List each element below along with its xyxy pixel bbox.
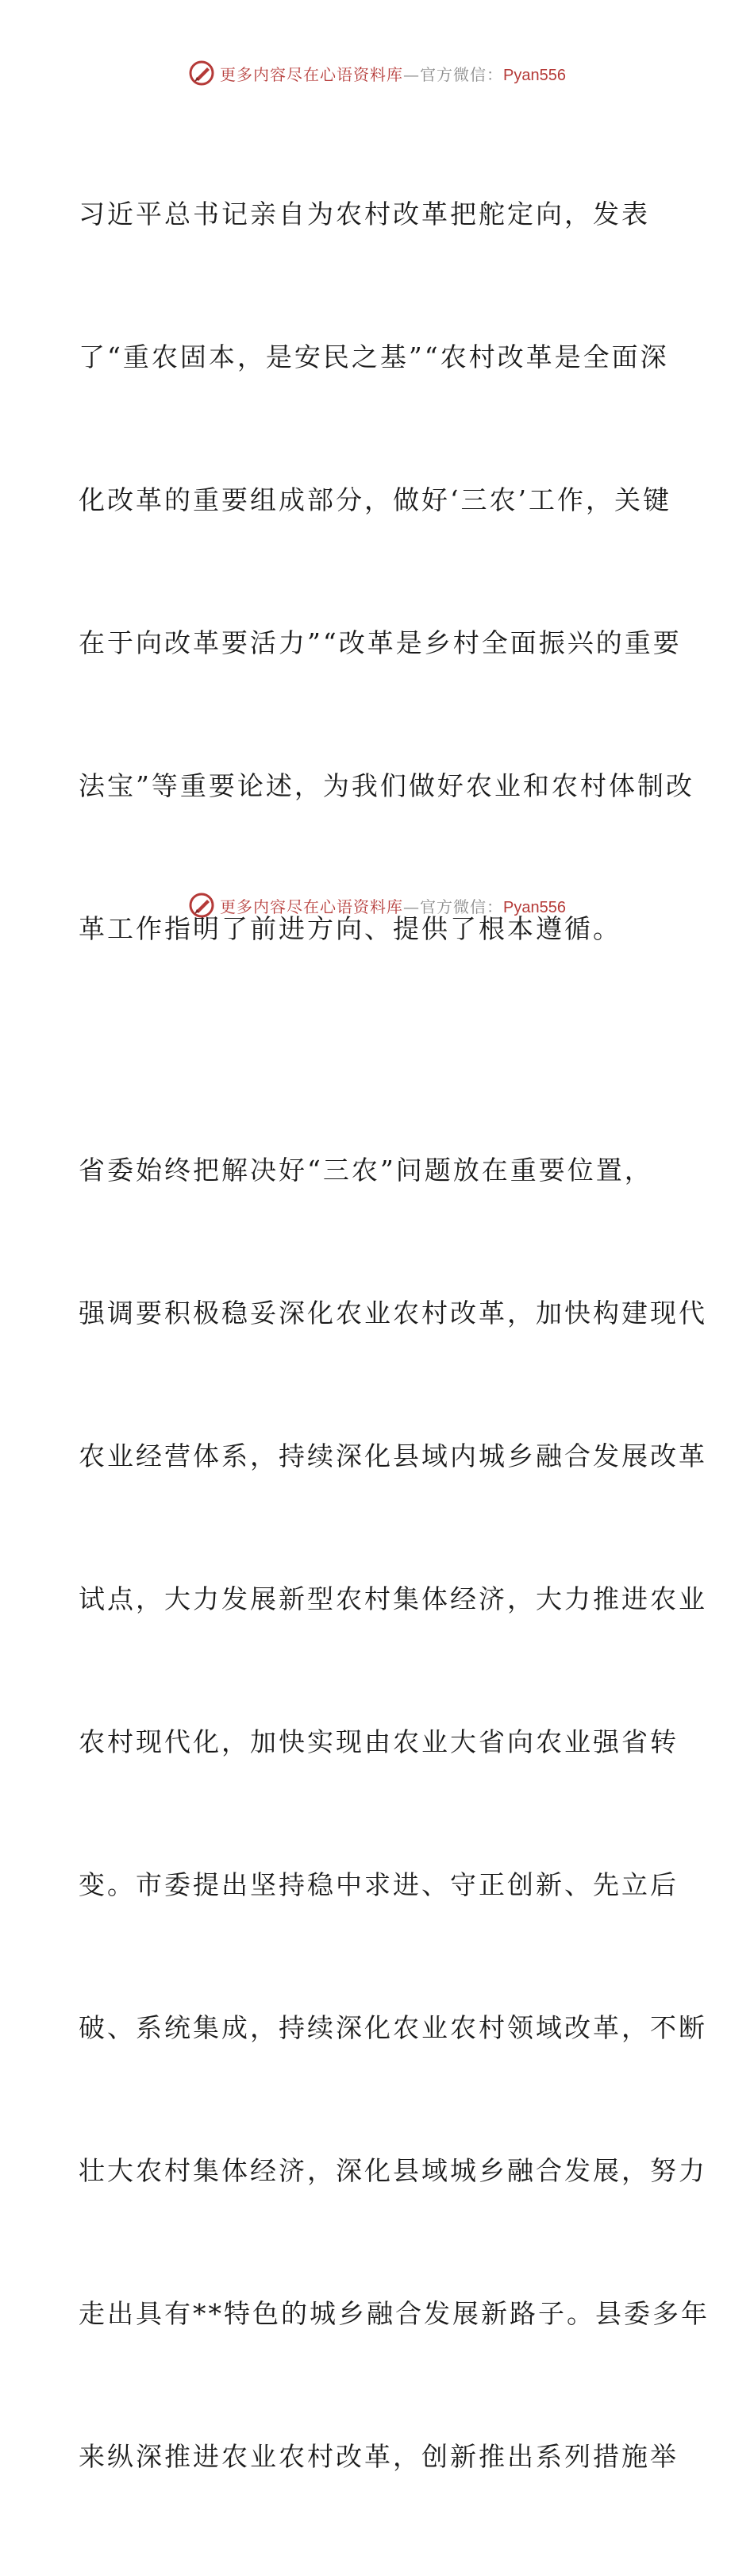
footer-watermark-banner (0, 889, 754, 921)
footer-banner-wechat-id: Pyan556 (503, 898, 566, 916)
paragraph-line: 强调要积极稳妥深化农业农村改革，加快构建现代 (79, 1298, 707, 1328)
footer-banner-main: 更多内容尽在心语资料库 (220, 897, 404, 916)
header-banner-wechat-id: Pyan556 (503, 66, 566, 84)
paragraph-line: 来纵深推进农业农村改革，创新推出系列措施举 (79, 2441, 679, 2472)
paragraph-line: 了“重农固本，是安民之基”“农村改革是全面深 (79, 341, 669, 372)
paragraph-line: 试点，大力发展新型农村集体经济，大力推进农业 (79, 1583, 707, 1614)
header-banner-text (220, 62, 566, 85)
paragraph-line: 变。市委提出坚持稳中求进、守正创新、先立后 (79, 1869, 679, 1900)
paragraph-line: 在于向改革要活力”“改革是乡村全面振兴的重要 (79, 627, 682, 658)
header-banner-wechat-label: 官方微信： (420, 64, 504, 84)
paragraph-line: 革工作指明了前进方向、提供了根本遵循。 (79, 913, 621, 944)
paragraph-line: 化改革的重要组成部分，做好‘三农’工作，关键 (79, 484, 671, 515)
paragraph-line: 农业经营体系，持续深化县域内城乡融合发展改革 (79, 1440, 707, 1471)
paragraph-line: 法宝”等重要论述，为我们做好农业和农村体制改 (79, 770, 694, 801)
brand-logo-icon (188, 60, 215, 87)
footer-banner-wechat-label: 官方微信： (420, 897, 504, 916)
paragraph-line: 走出具有**特色的城乡融合发展新路子。县委多年 (79, 2298, 710, 2329)
paragraph-line: 习近平总书记亲自为农村改革把舵定向，发表 (79, 199, 650, 229)
header-banner-main: 更多内容尽在心语资料库 (220, 64, 404, 84)
brand-logo-icon (188, 892, 215, 919)
document-body (79, 95, 710, 2576)
footer-banner-separator: — (403, 897, 421, 916)
footer-banner-text (220, 894, 566, 917)
paragraph-line: 壮大农村集体经济，深化县域城乡融合发展，努力 (79, 2155, 707, 2186)
header-watermark-banner (0, 57, 754, 89)
paragraph-line: 省委始终把解决好“三农”问题放在重要位置， (79, 1155, 653, 1186)
paragraph-line: 破、系统集成，持续深化农业农村领域改革，不断 (79, 2012, 707, 2043)
paragraph-2 (79, 1051, 710, 2576)
header-banner-separator: — (403, 64, 421, 84)
paragraph-line: 农村现代化，加快实现由农业大省向农业强省转 (79, 1726, 679, 1757)
